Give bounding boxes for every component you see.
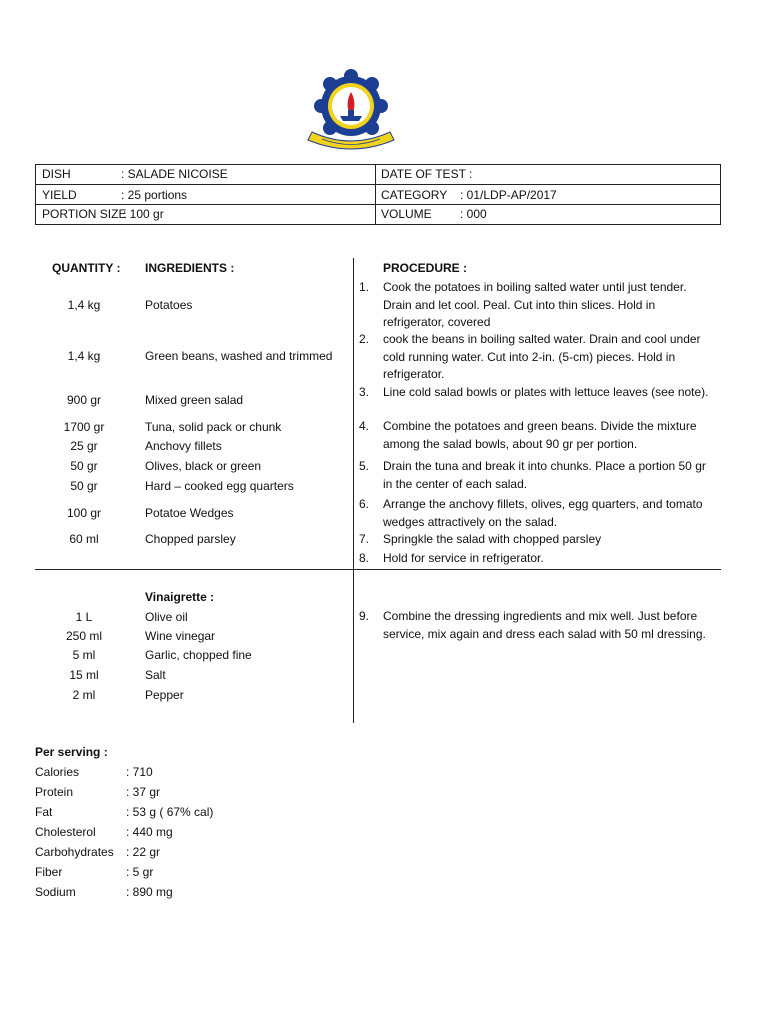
ingredient-qty: 50 gr [70,479,98,493]
date-of-test-label: DATE OF TEST : [381,167,473,181]
procedure-step-text: Line cold salad bowls or plates with lettuce leaves (see note). [383,385,709,399]
volume-label: VOLUME [381,207,432,221]
vinaigrette-title: Vinaigrette : [145,590,215,604]
header-divider [375,164,376,225]
dish-value: : SALADE NICOISE [121,167,228,181]
ingredient-name: Green beans, washed and trimmed [145,349,333,363]
nutrition-label: Fiber [35,865,63,879]
procedure-step-text: Springkle the salad with chopped parsley [383,532,602,546]
ingredient-name: Chopped parsley [145,532,236,546]
procedure-step-number: 5. [359,459,370,473]
quantity-heading: QUANTITY : [52,261,121,275]
ingredient-qty: 60 ml [69,532,99,546]
nutrition-label: Protein [35,785,74,799]
nutrition-value: : 37 gr [126,785,161,799]
nutrition-value: : 890 mg [126,885,173,899]
nutrition-label: Fat [35,805,53,819]
ingredient-qty: 1700 gr [63,420,105,434]
yield-value: : 25 portions [121,188,188,202]
vinaigrette-qty: 1 L [75,610,93,624]
nutrition-label: Carbohydrates [35,845,114,859]
procedure-step-number: 3. [359,385,370,399]
vinaigrette-ingredient: Salt [145,668,166,682]
procedure-step-number: 7. [359,532,370,546]
ingredient-qty: 50 gr [70,459,98,473]
procedure-step-number: 8. [359,551,370,565]
vinaigrette-qty: 5 ml [72,648,96,662]
procedure-step-text: cook the beans in boiling salted water. Drain and cool under cold running water. Cut into 2-in. (5-cm) pieces. Hold in refrigerator. [383,332,701,381]
vinaigrette-ingredient: Wine vinegar [145,629,216,643]
vinaigrette-qty: 15 ml [69,668,99,682]
ingredient-qty: 1,4 kg [67,298,101,312]
nutrition-value: : 710 [126,765,153,779]
institution-logo [302,66,400,156]
section-rule [35,569,721,570]
category-value: : 01/LDP-AP/2017 [460,188,557,202]
volume-value: : 000 [460,207,487,221]
procedure-step-number: 9. [359,609,370,623]
procedure-step-text: Arrange the anchovy fillets, olives, egg quarters, and tomato wedges attractively on the salad. [383,497,703,529]
yield-label: YIELD [42,188,77,202]
ingredient-qty: 25 gr [70,439,98,453]
nutrition-value: : 5 gr [126,865,154,879]
vinaigrette-ingredient: Pepper [145,688,184,702]
procedure-step-number: 1. [359,280,370,294]
ingredient-name: Potatoe Wedges [145,506,234,520]
column-divider [353,258,354,723]
header-divider [35,204,721,205]
procedure-step-text: Drain the tuna and break it into chunks. Place a portion 50 gr in the center of each salad. [383,459,706,491]
ingredient-qty: 100 gr [66,506,102,520]
vinaigrette-qty: 2 ml [72,688,96,702]
nutrition-value: : 22 gr [126,845,161,859]
nutrition-value: : 53 g ( 67% cal) [126,805,214,819]
dish-label: DISH [42,167,71,181]
nutrition-label: Calories [35,765,80,779]
header-divider [35,184,721,185]
procedure-step-text: Hold for service in refrigerator. [383,551,544,565]
procedure-step-text: Combine the potatoes and green beans. Divide the mixture among the salad bowls, about 90 gr per portion. [383,419,697,451]
nutrition-value: : 440 mg [126,825,173,839]
nutrition-label: Sodium [35,885,76,899]
vinaigrette-qty: 250 ml [65,629,103,643]
procedure-step-text: Combine the dressing ingredients and mix well. Just before service, mix again and dress each salad with 50 ml dressing. [383,609,706,641]
portion-size-value: : 100 gr [123,207,164,221]
procedure-step-number: 2. [359,332,370,346]
ingredient-name: Tuna, solid pack or chunk [145,420,282,434]
ingredient-name: Potatoes [145,298,193,312]
vinaigrette-ingredient: Garlic, chopped fine [145,648,252,662]
ingredient-name: Olives, black or green [145,459,262,473]
procedure-step-text: Cook the potatoes in boiling salted water until just tender. Drain and let cool. Peal. Cut into thin slices. Hold in refrigerator, covered [383,280,687,329]
procedure-step-number: 6. [359,497,370,511]
procedure-heading: PROCEDURE : [383,261,468,275]
portion-size-label: PORTION SIZE [42,207,127,221]
ingredient-qty: 1,4 kg [67,349,101,363]
nutrition-label: Cholesterol [35,825,96,839]
vinaigrette-ingredient: Olive oil [145,610,188,624]
ingredient-name: Mixed green salad [145,393,244,407]
procedure-step-number: 4. [359,419,370,433]
ingredients-heading: INGREDIENTS : [145,261,235,275]
per-serving-title: Per serving : [35,745,108,759]
ingredient-qty: 900 gr [66,393,102,407]
ingredient-name: Anchovy fillets [145,439,222,453]
ingredient-name: Hard – cooked egg quarters [145,479,294,493]
category-label: CATEGORY [381,188,448,202]
